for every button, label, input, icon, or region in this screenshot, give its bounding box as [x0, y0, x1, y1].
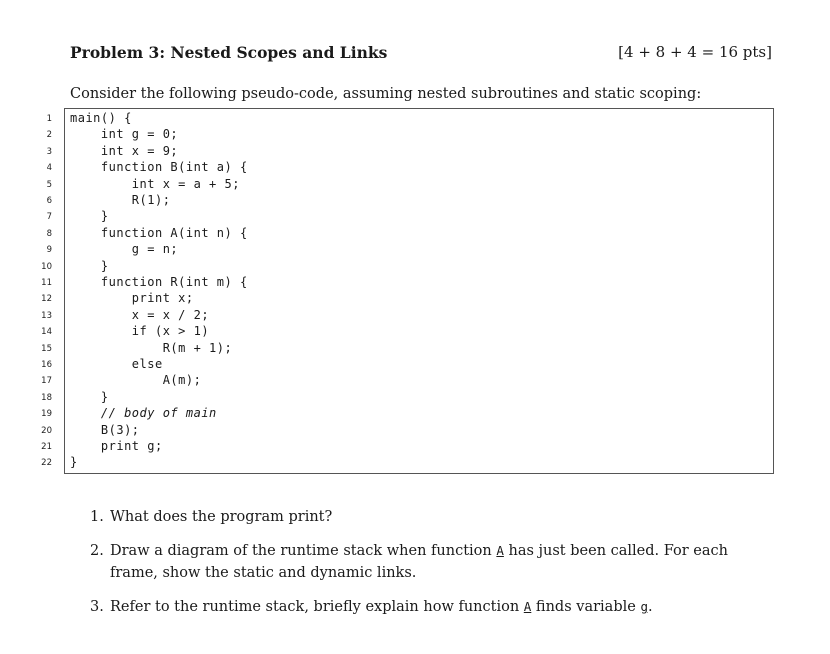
question-list — [90, 506, 780, 630]
code-line — [0, 291, 830, 307]
code-text: // body of main — [70, 406, 217, 421]
question-text-post: has just been called. For each frame, show the static and dynamic links. — [110, 543, 728, 581]
code-text: if (x > 1) — [70, 324, 210, 339]
question-text: What does the program print? — [110, 509, 333, 525]
line-number: 1 — [46, 114, 52, 124]
line-number: 9 — [46, 245, 52, 256]
code-text: function R(int m) { — [70, 275, 248, 289]
code-ref-A: A — [496, 543, 504, 558]
code-line — [0, 324, 830, 340]
code-line — [0, 226, 830, 242]
question-number: 2. — [90, 543, 104, 559]
line-number: 19 — [41, 409, 52, 420]
code-text: } — [70, 389, 109, 404]
code-text: } — [70, 455, 78, 470]
problem-title: Problem 3: Nested Scopes and Links — [70, 43, 388, 62]
code-line — [0, 275, 830, 291]
code-line — [0, 160, 830, 176]
code-line — [0, 209, 830, 225]
line-number: 6 — [46, 196, 52, 206]
code-text: A(m); — [70, 373, 202, 388]
question-number: 1. — [90, 509, 104, 525]
code-text: g = n; — [70, 242, 179, 257]
code-text: x = x / 2; — [70, 307, 210, 322]
code-ref-g: g — [640, 599, 648, 614]
question-2 — [90, 540, 780, 584]
line-number: 22 — [41, 458, 52, 469]
question-1 — [90, 506, 780, 528]
code-text: else — [70, 357, 163, 371]
code-text: main() { — [70, 111, 132, 125]
line-number: 5 — [46, 179, 52, 190]
code-line — [0, 193, 830, 209]
code-line — [0, 144, 830, 160]
code-text: function B(int a) { — [70, 160, 248, 175]
code-text: B(3); — [70, 422, 140, 437]
code-text: R(m + 1); — [70, 340, 233, 355]
line-number: 18 — [41, 392, 52, 403]
code-line — [0, 406, 830, 422]
line-number: 8 — [46, 228, 52, 239]
line-number: 21 — [41, 442, 52, 452]
code-line — [0, 439, 830, 455]
line-number: 17 — [41, 376, 52, 387]
code-line — [0, 341, 830, 357]
code-line — [0, 308, 830, 324]
question-text-mid: finds variable — [531, 599, 641, 615]
question-3 — [90, 596, 780, 618]
line-number: 7 — [46, 212, 52, 223]
code-text: int g = 0; — [70, 127, 179, 142]
code-line — [0, 242, 830, 258]
code-text: print x; — [70, 291, 194, 306]
code-line — [0, 127, 830, 143]
code-text: } — [70, 258, 109, 273]
question-text-pre: Refer to the runtime stack, briefly explain how function — [110, 599, 524, 615]
line-number: 16 — [41, 360, 52, 370]
points-label: [4 + 8 + 4 = 16 pts] — [618, 43, 772, 61]
line-number: 11 — [41, 278, 52, 288]
code-ref-A: A — [523, 599, 532, 614]
intro-text: Consider the following pseudo-code, assuming nested subroutines and static scoping: — [70, 86, 702, 102]
code-line — [0, 373, 830, 389]
line-number: 10 — [41, 261, 52, 272]
line-number: 15 — [41, 343, 52, 354]
line-number: 13 — [41, 310, 52, 321]
line-number: 2 — [46, 130, 52, 141]
question-text-pre: Draw a diagram of the runtime stack when function — [110, 543, 497, 559]
line-number: 4 — [46, 163, 52, 174]
question-number: 3. — [90, 599, 104, 615]
code-text: R(1); — [70, 193, 171, 207]
line-number: 3 — [46, 146, 52, 157]
code-line — [0, 177, 830, 193]
code-line — [0, 259, 830, 275]
code-line — [0, 455, 830, 471]
code-line — [0, 423, 830, 439]
code-line — [0, 357, 830, 373]
question-text-post: . — [647, 599, 653, 615]
line-number: 20 — [41, 425, 52, 436]
line-number: 14 — [41, 327, 52, 338]
code-text: int x = 9; — [70, 143, 179, 158]
code-text: int x = a + 5; — [70, 176, 240, 191]
code-line — [0, 111, 830, 127]
code-line — [0, 390, 830, 406]
code-text: function A(int n) { — [70, 225, 248, 240]
line-number: 12 — [41, 294, 52, 305]
code-text: print g; — [70, 439, 163, 453]
code-text: } — [70, 209, 109, 224]
